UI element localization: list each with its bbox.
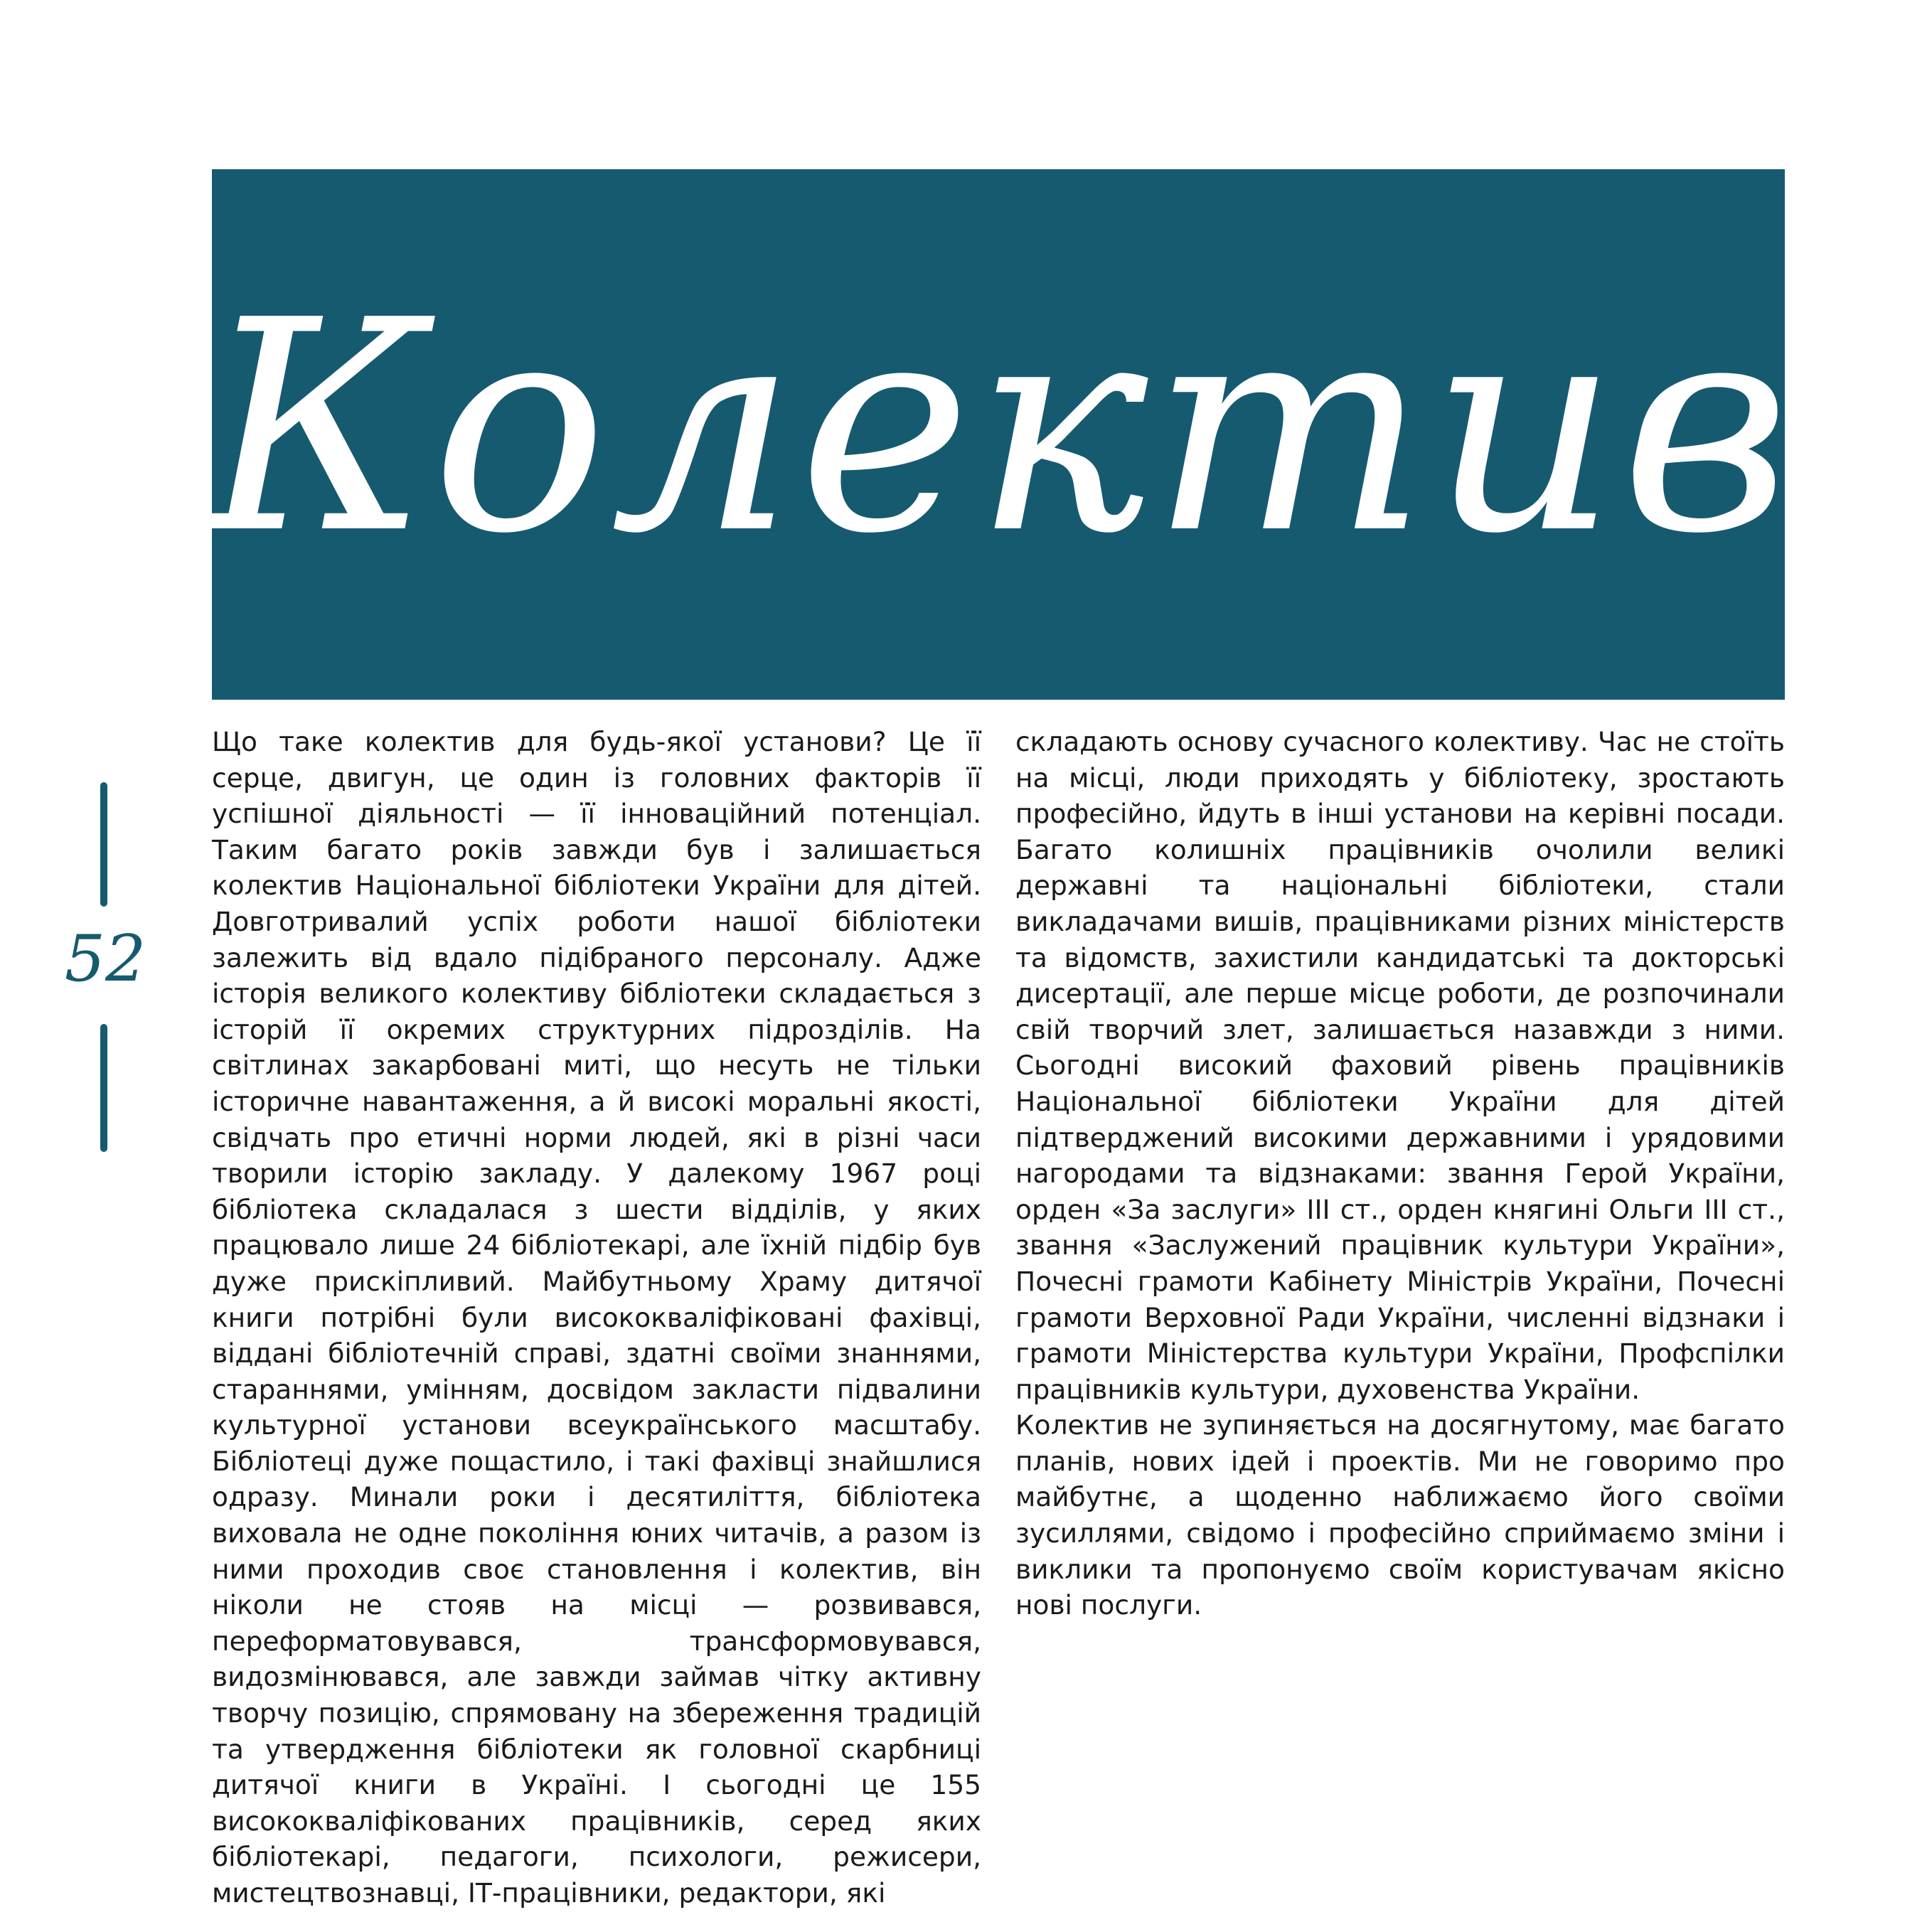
page-marker-top bbox=[100, 782, 107, 907]
page-number: 52 bbox=[64, 922, 146, 996]
article-paragraph: складають основу сучасного колективу. Час не стоїть на місці, люди приходять у бібліотеку, зростають професійно, йдуть в інші установи на керівні посади. Багато колишніх працівників очолили великі державні та національні бібліотеки, стали викладачами вишів, працівниками різних міністерств та відомств, захистили кандидатські та докторські дисертації, але перше місце роботи, де розпочинали свій творчий злет, залишається назавжди з ними. Сьогодні високий фаховий рівень працівників Національної бібліотеки України для дітей підтверджений високими державними і урядовими нагородами та відзнаками: звання Герой України, орден «За заслуги» ІІІ ст., орден княгині Ольги ІІІ ст., звання «Заслужений працівник культури України», Почесні грамоти Кабінету Міністрів України, Почесні грамоти Верховної Ради України, численні відзнаки і грамоти Міністерства культури України, Профспілки працівників культури, духовенства України. bbox=[1015, 726, 1785, 1405]
article-paragraph: Колектив не зупиняється на досягнутому, має багато планів, нових ідей і проектів. Ми не говоримо про майбутнє, а щоденно наближаємо його своїми зусиллями, свідомо і професійно сприймаємо зміни і виклики та пропонуємо своїм користувачам якісно нові послуги. bbox=[1015, 1409, 1785, 1621]
text-column-left bbox=[212, 724, 981, 1911]
page-title: Колектив bbox=[203, 257, 1794, 597]
text-column-right bbox=[1015, 724, 1785, 1623]
article-paragraph: Що таке колектив для будь-якої установи? Це її серце, двигун, це один із головних факторів її успішної діяльності — її інноваційний потенціал. Таким багато років завжди був і залишається колектив Національної бібліотеки України для дітей. Довготривалий успіх роботи нашої бібліотеки залежить від вдало підібраного персоналу. Адже історія великого колективу бібліотеки складається з історій її окремих структурних підрозділів. На світлинах закарбовані миті, що несуть не тільки історичне навантаження, а й високі моральні якості, свідчать про етичні норми людей, які в різні часи творили історію закладу. У далекому 1967 році бібліотека складалася з шести відділів, у яких працювало лише 24 бібліотекарі, але їхній підбір був дуже прискіпливий. Майбутньому Храму дитячої книги потрібні були висококваліфіковані фахівці, віддані бібліотечній справі, здатні своїми знаннями, стараннями, умінням, досвідом закласти підвалини культурної установи всеукраїнського масштабу. Бібліотеці дуже пощастило, і такі фахівці знайшлися одразу. Минали роки і десятиліття, бібліотека виховала не одне покоління юних читачів, а разом із ними проходив своє становлення і колектив, він ніколи не стояв на місці — розвивався, переформатовувався, трансформовувався, видозмінювався, але завжди займав чітку активну творчу позицію, спрямовану на збереження традицій та утвердження бібліотеки як головної скарбниці дитячої книги в Україні. І сьогодні це 155 висококваліфікованих працівників, серед яких бібліотекарі, педагоги, психологи, режисери, мистецтвознавці, ІТ-працівники, редактори, які bbox=[212, 726, 981, 1909]
page-marker-bottom bbox=[100, 1024, 107, 1152]
title-banner bbox=[203, 169, 1794, 700]
